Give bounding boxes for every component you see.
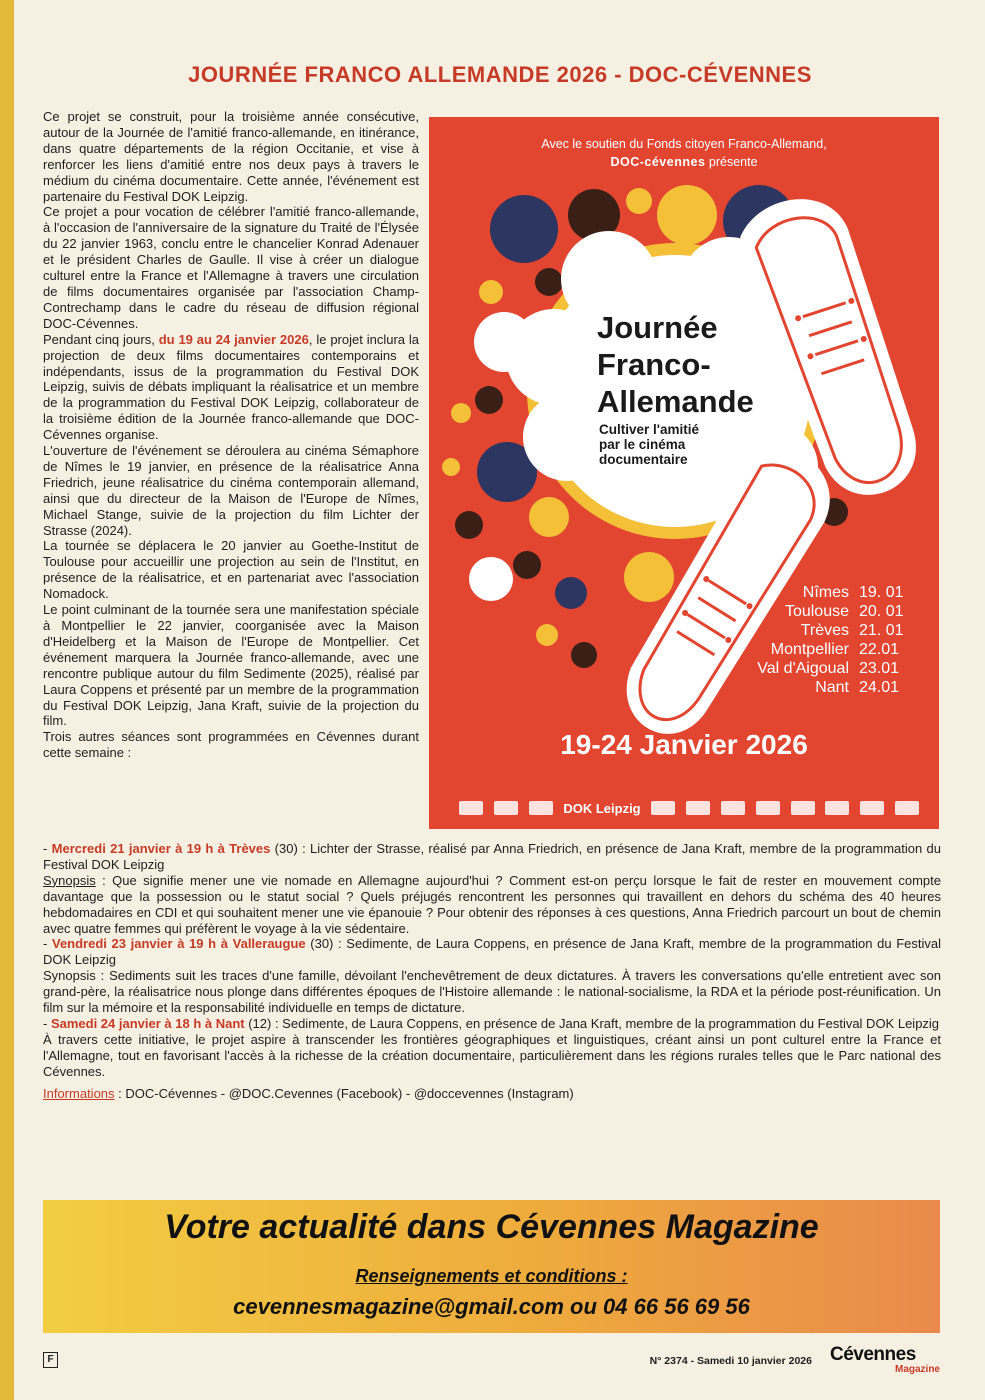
partner-logos [459, 797, 919, 819]
partner-logo [791, 801, 815, 815]
city-row: Val d'Aigoual 23.01 [757, 660, 900, 677]
paragraph-montpellier: Le point culminant de la tournée sera une manifestation spéciale à Montpellier le 22 janvier, coorganisée avec la Maison d'Heidelberg et la Maison de l'Europe de Montpellier. Cet événement marquera la Journée franco-allemande, avec une rencontre publique autour du film Sedimente (2025), réalisé par Laura Coppens et présenté par un membre de la programmation du Festival DOK Leipzig, Jana Kraft, suivie de la projection du film. [43, 602, 419, 729]
page-letter: F [43, 1352, 58, 1368]
poster-circle [535, 268, 563, 296]
banner-headline: Votre actualité dans Cévennes Magazine [164, 1208, 819, 1246]
city-row: Trèves 21. 01 [800, 622, 904, 639]
session-valleraugue: - Vendredi 23 janvier à 19 h à Valleraugue (30) : Sedimente, de Laura Coppens, en présence de Jana Kraft, membre de la programmation du Festival DOK Leipzig [43, 936, 942, 968]
partner-logo [529, 801, 553, 815]
poster-circle [451, 403, 471, 423]
banner-subline: Renseignements et conditions : [355, 1266, 628, 1286]
magazine-sub: Magazine [894, 1364, 940, 1375]
partner-logo [459, 801, 483, 815]
partner-logo [721, 801, 745, 815]
poster-circle [475, 386, 503, 414]
synopsis-1: Synopsis : Que signifie mener une vie nomade en Allemagne aujourd'hui ? Comment est-on perçu lorsque le fait de rester en mouvement compte davantage que la possession ou le statut social ? Quels préjugés rencontrent les personnes qui travaillent en dehors du schéma des 40 heures hebdomadaires en CDI et qui souhaitent mener une vie épanouie ? Pour obtenir des réponses à ces questions, Anna Friedrich parcourt un bout de chemin avec quatre femmes qui préfèrent le voyage à la vie sédentaire. [43, 872, 941, 936]
partner-logo [686, 801, 710, 815]
city-row: Montpellier 22.01 [770, 641, 900, 658]
poster-circle [442, 458, 460, 476]
poster-circle [624, 552, 674, 602]
poster-subtitle: Cultiver l'amitié par le cinéma documentaire [599, 422, 699, 467]
poster-title: Journée Franco- Allemande [597, 310, 754, 419]
partner-logo [895, 801, 919, 815]
event-poster [429, 117, 939, 829]
city-row: Nant 24.01 [815, 679, 900, 696]
paragraph-vocation: Ce projet a pour vocation de célébrer l'amitié franco-allemande, à l'occasion de l'anniversaire de la signature du Traité de l'Élysée du 22 janvier 1963, conclu entre le chancelier Konrad Adenauer et le président Charles de Gaulle. Il vise à créer un dialogue culturel entre la France et l'Allemagne à travers une circulation de films documentaires organisée par l'association Champ-Contrechamp dans le cadre du réseau de diffusion régional DOC-Cévennes. [43, 204, 419, 331]
advertising-banner [43, 1200, 940, 1333]
poster-circle [555, 577, 587, 609]
info-line: Informations : DOC-Cévennes - @DOC.Cevennes (Facebook) - @doccevennes (Instagram) [43, 1085, 574, 1101]
poster-circle [536, 624, 558, 646]
poster-city-list [729, 583, 909, 697]
info-link[interactable]: Informations [43, 1085, 115, 1101]
article-column [43, 109, 419, 761]
poster-circle [513, 551, 541, 579]
doc-cevennes-logo: DOC-cévennes [610, 155, 706, 169]
poster-circle [529, 497, 569, 537]
poster-date-range: 19-24 Janvier 2026 [560, 729, 808, 760]
session-nant: - Samedi 24 janvier à 18 h à Nant (12) : Sedimente, de Laura Coppens, en présence de Jana Kraft, membre de la programmation du Festival DOK Leipzig [43, 1015, 940, 1031]
paragraph-toulouse: La tournée se déplacera le 20 janvier au Goethe-Institut de Toulouse pour accueillir une projection au sein de l'Institut, en présence de la réalisatrice, et en partenariat avec l'association Nomadock. [43, 538, 419, 602]
paragraph-sessions-intro: Trois autres séances sont programmées en Cévennes durant cette semaine : [43, 729, 419, 761]
session-date: Mercredi 21 janvier à 19 h à Trèves [51, 841, 271, 856]
poster-circle [490, 195, 558, 263]
poster-circle [469, 557, 513, 601]
poster-circle [657, 185, 717, 245]
dok-leipzig-logo: DOK Leipzig [563, 800, 641, 816]
issue-info: N° 2374 - Samedi 10 janvier 2026 [649, 1355, 812, 1367]
partner-logo [494, 801, 518, 815]
poster-circle [571, 642, 597, 668]
synopsis-label: Synopsis [43, 872, 96, 888]
partner-logo [860, 801, 884, 815]
paragraph-dates: Pendant cinq jours, du 19 au 24 janvier 2026, le projet inclura la projection de deux films documentaires contemporains et indépendants, issus de la programmation du Festival DOK Leipzig, suivis de débats impliquant la réalisatrice et un membre de la programmation du Festival DOK Leipzig, collaborateur de la troisième édition de la Journée franco-allemande que DOC-Cévennes organise. [43, 331, 419, 443]
poster-artwork [429, 117, 939, 829]
paragraph-intro: Ce projet se construit, pour la troisième année consécutive, autour de la Journée de l'amitié franco-allemande, en itinérance, dans quatre départements de la région Occitanie, et vise à renforcer les liens d'amitié entre nos deux pays à travers le médium du cinéma documentaire. Cette année, l'événement est partenaire du Festival DOK Leipzig. [43, 109, 419, 204]
partner-logo [825, 801, 849, 815]
city-row: Nîmes 19. 01 [802, 584, 904, 601]
highlight-dates: du 19 au 24 janvier 2026 [158, 331, 309, 347]
left-color-strip [0, 0, 14, 1400]
session-date: Vendredi 23 janvier à 19 h à Valleraugue [51, 936, 306, 952]
banner-contact[interactable]: cevennesmagazine@gmail.com ou 04 66 56 69 56 [233, 1294, 750, 1319]
city-row: Toulouse 20. 01 [784, 603, 904, 620]
poster-circle [455, 511, 483, 539]
article-continuation [43, 841, 941, 1102]
poster-circle [479, 280, 503, 304]
session-date: Samedi 24 janvier à 18 h à Nant [50, 1015, 245, 1031]
paragraph-opening: L'ouverture de l'événement se déroulera au cinéma Sémaphore de Nîmes le 19 janvier, en présence de la réalisatrice Anna Friedrich, jeune réalisatrice du cinéma contemporain allemand, ainsi que du directeur de la Maison de l'Europe de Nîmes, Michael Stange, suivie de la projection du film Lichter der Strasse (2024). [43, 443, 419, 538]
synopsis-2: Synopsis : Sediments suit les traces d'une famille, dévoilant l'enchevêtrement de deux dictatures. À travers les conversations qu'elle entretient avec son grand-père, la réalisatrice nous plonge dans différentes époques de l'Histoire allemande : le national-socialisme, la RDA et la période post-réunification. Un film sur la mémoire et la responsabilité individuelle en temps de dictature. [43, 968, 941, 1016]
poster-circle [626, 188, 652, 214]
article-title: JOURNÉE FRANCO ALLEMANDE 2026 - DOC-CÉVENNES [188, 62, 812, 87]
partner-logo [651, 801, 675, 815]
partner-logo [756, 801, 780, 815]
paragraph-conclusion: À travers cette initiative, le projet aspire à transcender les frontières géographiques et linguistiques, créant ainsi un pont culturel entre la France et l'Allemagne, tout en favorisant l'accès à la richesse de la création documentaire, particulièrement dans les régions rurales telles que le Parc national des Cévennes. [43, 1031, 941, 1079]
poster-header [429, 135, 939, 171]
poster-presente: présente [705, 155, 758, 169]
magazine-logo [830, 1344, 942, 1375]
session-trèves: - Mercredi 21 janvier à 19 h à Trèves (30) : Lichter der Strasse, réalisé par Anna Friedrich, en présence de Jana Kraft, membre de la programmation du Festival DOK Leipzig [43, 841, 941, 872]
poster-support-line: Avec le soutien du Fonds citoyen Franco-Allemand, [541, 137, 827, 151]
magazine-name: Cévennes [830, 1344, 916, 1365]
